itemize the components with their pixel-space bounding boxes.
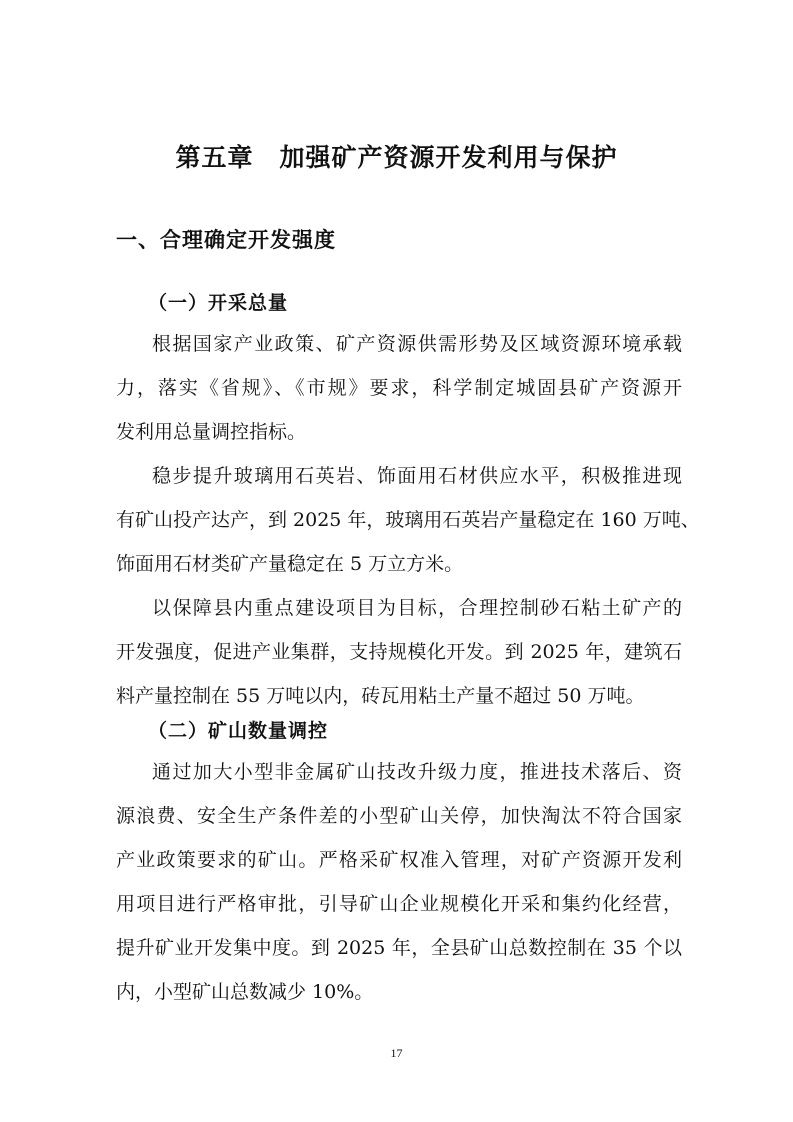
- paragraph-line: 饰面用石材类矿产量稳定在 5 万立方米。: [116, 553, 464, 575]
- paragraph-line: 产业政策要求的矿山。严格采矿权准入管理，对矿产资源开发利: [116, 849, 682, 871]
- paragraph-line: 根据国家产业政策、矿产资源供需形势及区域资源环境承载: [152, 333, 682, 355]
- paragraph-line: 稳步提升玻璃用石英岩、饰面用石材供应水平，积极推进现: [152, 465, 682, 487]
- subsection-heading-total-output: （一）开采总量: [148, 292, 289, 314]
- paragraph-line: 开发强度，促进产业集群，支持规模化开发。到 2025 年，建筑石: [116, 641, 682, 663]
- paragraph-line: 有矿山投产达产，到 2025 年，玻璃用石英岩产量稳定在 160 万吨、: [116, 509, 700, 531]
- paragraph-line: 用项目进行严格审批，引导矿山企业规模化开采和集约化经营，: [116, 893, 682, 915]
- paragraph-line: 力，落实《省规》、《市规》要求，科学制定城固县矿产资源开: [116, 377, 682, 399]
- page-number: 17: [390, 1046, 403, 1060]
- paragraph-line: 发利用总量调控指标。: [116, 421, 307, 443]
- paragraph-line: 通过加大小型非金属矿山技改升级力度，推进技术落后、资: [152, 761, 682, 783]
- paragraph-line: 提升矿业开发集中度。到 2025 年，全县矿山总数控制在 35 个以: [116, 937, 682, 959]
- paragraph-line: 源浪费、安全生产条件差的小型矿山关停，加快淘汰不符合国家: [116, 805, 682, 827]
- paragraph-line: 料产量控制在 55 万吨以内，砖瓦用粘土产量不超过 50 万吨。: [116, 685, 645, 707]
- subsection-heading-mine-count: （二）矿山数量调控: [148, 720, 329, 742]
- section-heading: 一、合理确定开发强度: [116, 228, 336, 252]
- paragraph-line: 内，小型矿山总数减少 10%。: [116, 981, 374, 1003]
- chapter-title: 第五章 加强矿产资源开发利用与保护: [175, 143, 618, 172]
- paragraph-line: 以保障县内重点建设项目为目标，合理控制砂石粘土矿产的: [152, 597, 682, 619]
